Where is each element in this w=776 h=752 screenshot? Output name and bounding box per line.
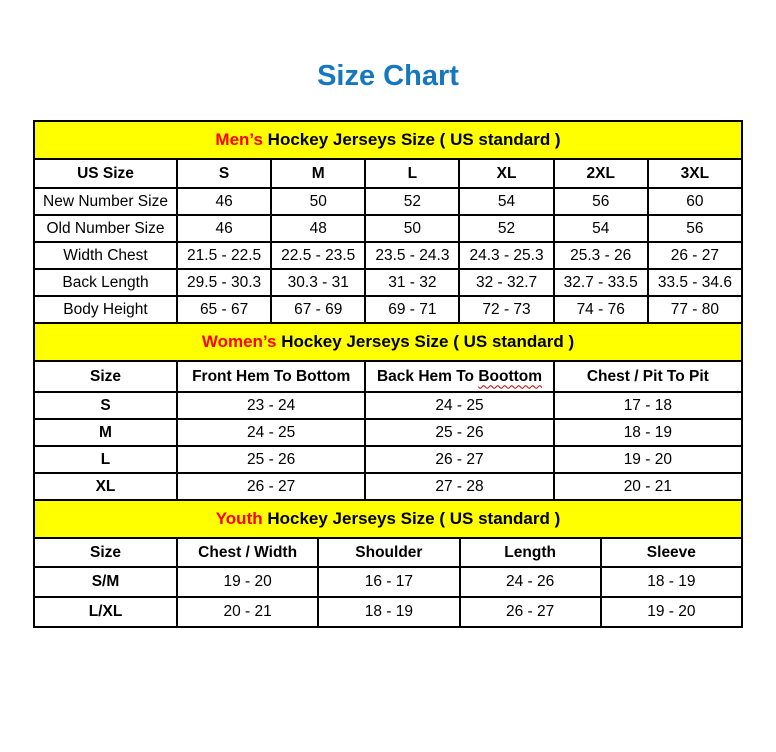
column-header: S bbox=[177, 159, 271, 188]
column-header: 2XL bbox=[554, 159, 648, 188]
cell: 24.3 - 25.3 bbox=[459, 242, 553, 269]
cell: 65 - 67 bbox=[177, 296, 271, 323]
row-label: L bbox=[34, 446, 177, 473]
row-label: Body Height bbox=[34, 296, 177, 323]
cell: 50 bbox=[365, 215, 459, 242]
womens-size-table bbox=[33, 322, 743, 501]
column-header: Chest / Pit To Pit bbox=[554, 361, 742, 392]
table-row bbox=[34, 597, 742, 627]
row-label: Width Chest bbox=[34, 242, 177, 269]
banner-highlight: Men’s bbox=[215, 130, 263, 149]
mens-size-table bbox=[33, 120, 743, 324]
banner-text: Hockey Jerseys Size ( US standard ) bbox=[262, 130, 561, 149]
banner-highlight: Women’s bbox=[201, 332, 277, 351]
cell: 22.5 - 23.5 bbox=[271, 242, 365, 269]
youth-banner-row bbox=[34, 500, 742, 538]
cell: 54 bbox=[459, 188, 553, 215]
cell: 72 - 73 bbox=[459, 296, 553, 323]
cell: 23 - 24 bbox=[177, 392, 365, 419]
cell: 26 - 27 bbox=[177, 473, 365, 500]
youth-size-table bbox=[33, 499, 743, 628]
cell: 32.7 - 33.5 bbox=[554, 269, 648, 296]
cell: 18 - 19 bbox=[554, 419, 742, 446]
row-label: M bbox=[34, 419, 177, 446]
cell: 24 - 25 bbox=[177, 419, 365, 446]
womens-banner-row bbox=[34, 323, 742, 361]
table-row bbox=[34, 188, 742, 215]
cell: 20 - 21 bbox=[554, 473, 742, 500]
cell: 50 bbox=[271, 188, 365, 215]
page bbox=[0, 60, 776, 628]
banner-text: Hockey Jerseys Size ( US standard ) bbox=[276, 332, 575, 351]
section-banner bbox=[34, 500, 742, 538]
cell: 33.5 - 34.6 bbox=[648, 269, 742, 296]
table-row bbox=[34, 419, 742, 446]
column-header: Size bbox=[34, 538, 177, 567]
cell: 24 - 26 bbox=[460, 567, 601, 597]
cell: 17 - 18 bbox=[554, 392, 742, 419]
column-header: Sleeve bbox=[601, 538, 742, 567]
column-header: XL bbox=[459, 159, 553, 188]
cell: 16 - 17 bbox=[318, 567, 459, 597]
cell: 77 - 80 bbox=[648, 296, 742, 323]
cell: 27 - 28 bbox=[365, 473, 553, 500]
cell: 74 - 76 bbox=[554, 296, 648, 323]
cell: 48 bbox=[271, 215, 365, 242]
column-header: L bbox=[365, 159, 459, 188]
cell: 46 bbox=[177, 188, 271, 215]
cell: 29.5 - 30.3 bbox=[177, 269, 271, 296]
page-title: Size Chart bbox=[317, 60, 459, 92]
column-header: Size bbox=[34, 361, 177, 392]
table-row bbox=[34, 269, 742, 296]
cell: 60 bbox=[648, 188, 742, 215]
cell: 25 - 26 bbox=[177, 446, 365, 473]
cell: 19 - 20 bbox=[601, 597, 742, 627]
table-row bbox=[34, 392, 742, 419]
row-label: S/M bbox=[34, 567, 177, 597]
cell: 26 - 27 bbox=[648, 242, 742, 269]
header-row bbox=[34, 538, 742, 567]
row-label: New Number Size bbox=[34, 188, 177, 215]
cell: 26 - 27 bbox=[460, 597, 601, 627]
cell: 21.5 - 22.5 bbox=[177, 242, 271, 269]
misspelled-word: Boottom bbox=[478, 367, 543, 385]
column-header: Shoulder bbox=[318, 538, 459, 567]
cell: 32 - 32.7 bbox=[459, 269, 553, 296]
column-header: Back Hem To Boottom bbox=[365, 361, 553, 392]
row-label: L/XL bbox=[34, 597, 177, 627]
cell: 30.3 - 31 bbox=[271, 269, 365, 296]
column-header: M bbox=[271, 159, 365, 188]
row-label: Old Number Size bbox=[34, 215, 177, 242]
cell: 46 bbox=[177, 215, 271, 242]
column-header: Chest / Width bbox=[177, 538, 318, 567]
cell: 67 - 69 bbox=[271, 296, 365, 323]
table-row bbox=[34, 242, 742, 269]
cell: 19 - 20 bbox=[177, 567, 318, 597]
header-row bbox=[34, 361, 742, 392]
section-banner bbox=[34, 323, 742, 361]
cell: 26 - 27 bbox=[365, 446, 553, 473]
header-row bbox=[34, 159, 742, 188]
cell: 24 - 25 bbox=[365, 392, 553, 419]
column-header: US Size bbox=[34, 159, 177, 188]
banner-highlight: Youth bbox=[215, 509, 263, 528]
cell: 56 bbox=[554, 188, 648, 215]
cell: 52 bbox=[365, 188, 459, 215]
cell: 25 - 26 bbox=[365, 419, 553, 446]
column-header: 3XL bbox=[648, 159, 742, 188]
section-banner bbox=[34, 121, 742, 159]
cell: 18 - 19 bbox=[318, 597, 459, 627]
cell: 56 bbox=[648, 215, 742, 242]
table-row bbox=[34, 473, 742, 500]
banner-text: Hockey Jerseys Size ( US standard ) bbox=[262, 509, 561, 528]
table-row bbox=[34, 296, 742, 323]
column-header: Front Hem To Bottom bbox=[177, 361, 365, 392]
cell: 23.5 - 24.3 bbox=[365, 242, 459, 269]
mens-banner-row bbox=[34, 121, 742, 159]
cell: 69 - 71 bbox=[365, 296, 459, 323]
cell: 18 - 19 bbox=[601, 567, 742, 597]
table-row bbox=[34, 215, 742, 242]
cell: 54 bbox=[554, 215, 648, 242]
cell: 19 - 20 bbox=[554, 446, 742, 473]
column-header: Length bbox=[460, 538, 601, 567]
row-label: XL bbox=[34, 473, 177, 500]
size-chart bbox=[33, 120, 743, 628]
row-label: Back Length bbox=[34, 269, 177, 296]
cell: 25.3 - 26 bbox=[554, 242, 648, 269]
cell: 31 - 32 bbox=[365, 269, 459, 296]
cell: 52 bbox=[459, 215, 553, 242]
row-label: S bbox=[34, 392, 177, 419]
table-row bbox=[34, 446, 742, 473]
table-row bbox=[34, 567, 742, 597]
cell: 20 - 21 bbox=[177, 597, 318, 627]
